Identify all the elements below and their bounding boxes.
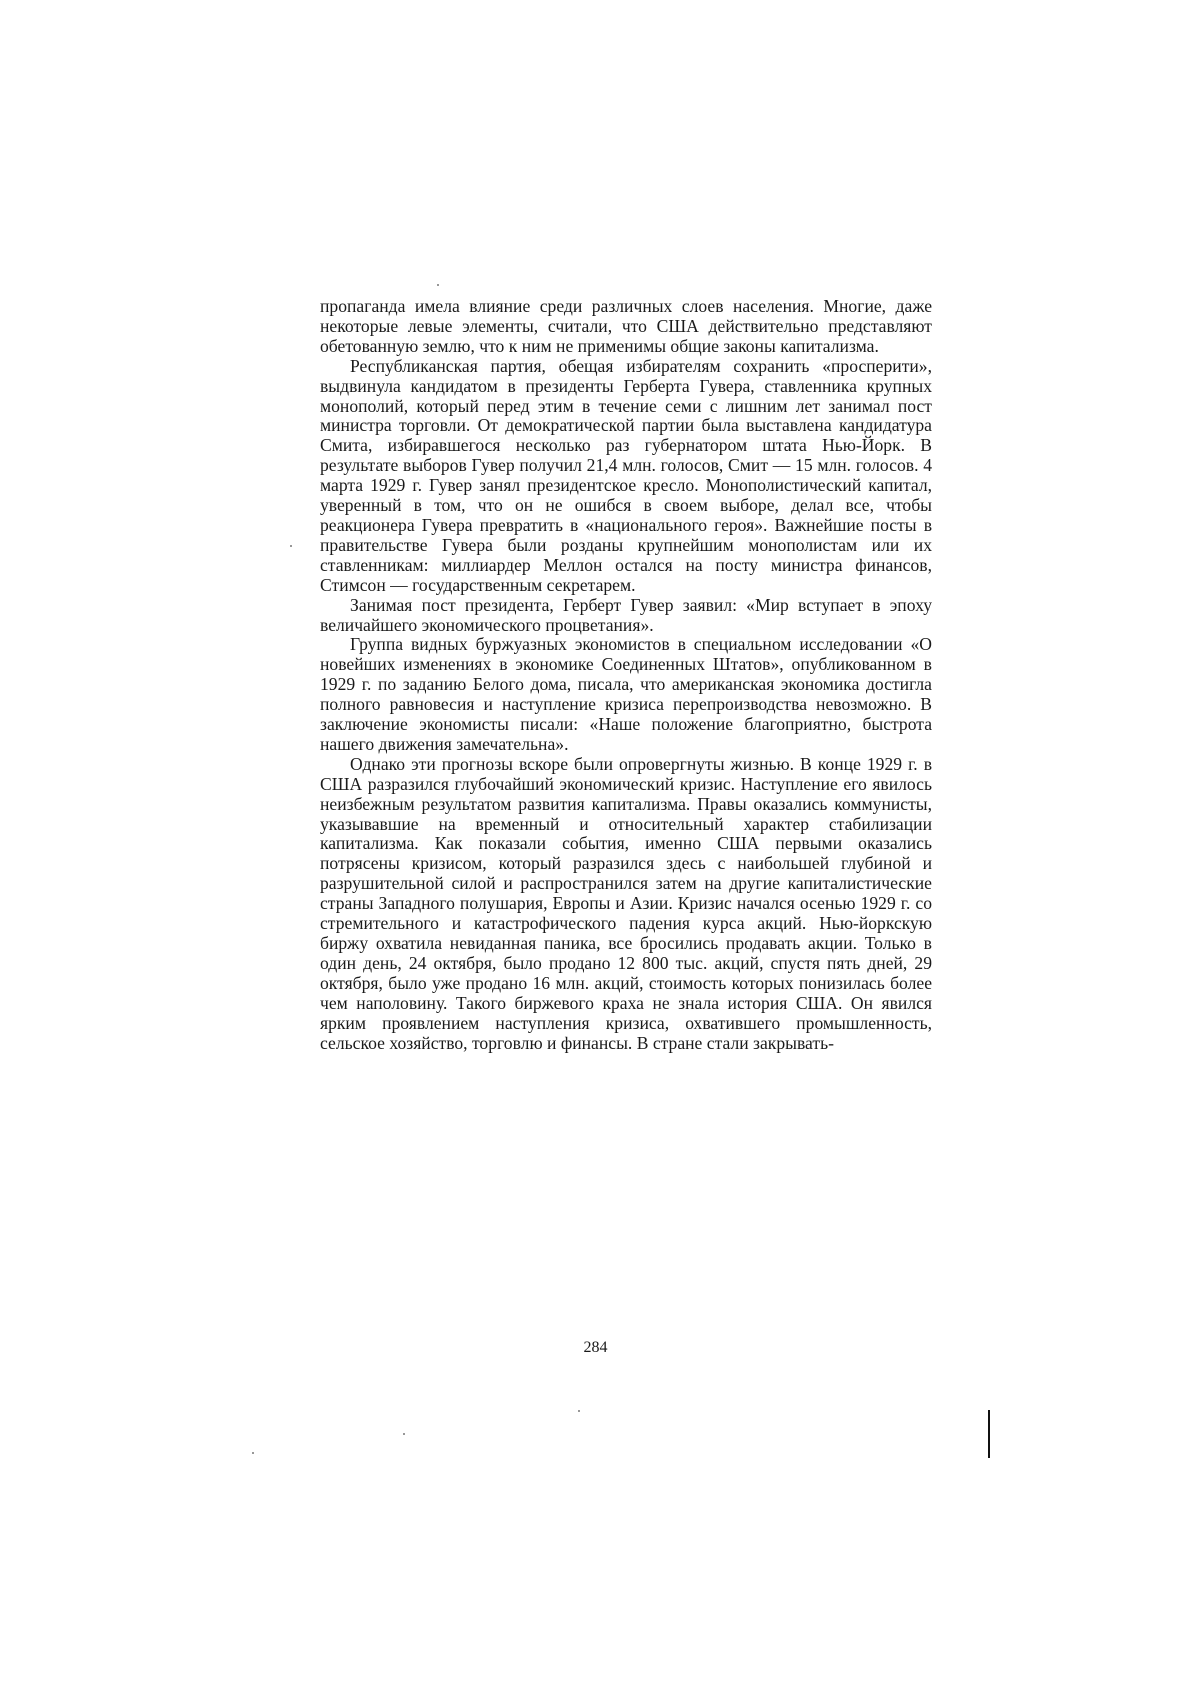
- paragraph: Однако эти прогнозы вскоре были опровергнуты жизнью. В конце 1929 г. в США разразился глубочайший экономический кризис. Наступление его явилось неизбежным результатом развития капитализма. Правы оказались коммунисты, указывавшие на временный и относительный характер стабилизации капитализма. Как показали события, именно США первыми оказались потрясены кризисом, который разразился здесь с наибольшей глубиной и разрушительной силой и распространился затем на другие капиталистические страны Западного полушария, Европы и Азии. Кризис начался осенью 1929 г. со стремительного и катастрофического падения курса акций. Нью-йоркскую биржу охватила невиданная паника, все бросились продавать акции. Только в один день, 24 октября, было продано 12 800 тыс. акций, спустя пять дней, 29 октября, было уже продано 16 млн. акций, стоимость которых понизилась более чем наполовину. Такого биржевого краха не знала история США. Он явился ярким проявлением наступления кризиса, охватившего промышленность, сельское хозяйство, торговлю и финансы. В стране стали закрывать-: [320, 753, 932, 1053]
- paragraph: Республиканская партия, обещая избирателям сохранить «просперити», выдвинула кандидатом в президенты Герберта Гувера, ставленника крупных монополий, который перед этим в течение семи с лишним лет занимал пост министра торговли. От демократической партии была выставлена кандидатура Смита, избиравшегося несколько раз губернатором штата Нью-Йорк. В результате выборов Гувер получил 21,4 млн. голосов, Смит — 15 млн. голосов. 4 марта 1929 г. Гувер занял президентское кресло. Монополистический капитал, уверенный в том, что он не ошибся в своем выборе, делал все, чтобы реакционера Гувера превратить в «национального героя». Важнейшие посты в правительстве Гувера были розданы крупнейшим монополистам или их ставленникам: миллиардер Меллон остался на посту министра финансов, Стимсон — государственным секретарем.: [320, 355, 932, 595]
- page-number: 284: [583, 1339, 608, 1356]
- scan-dust-dot: [403, 1433, 405, 1435]
- paragraph: Занимая пост президента, Герберт Гувер заявил: «Мир вступает в эпоху величайшего экономического процветания».: [320, 594, 932, 635]
- scan-edge-mark: [988, 1410, 990, 1458]
- paragraph: Группа видных буржуазных экономистов в специальном исследовании «О новейших изменениях в экономике Соединенных Штатов», опубликованном в 1929 г. по заданию Белого дома, писала, что американская экономика достигла полного равновесия и наступление кризиса перепроизводства невозможно. В заключение экономисты писали: «Наше положение благоприятно, быстрота нашего движения замечательна».: [320, 634, 932, 754]
- scan-dust-dot: [437, 284, 439, 286]
- scan-dust-dot: [290, 545, 292, 547]
- scan-dust-dot: [578, 1410, 580, 1412]
- paragraph: пропаганда имела влияние среди различных слоев населения. Многие, даже некоторые левые элементы, считали, что США действительно представляют обетованную землю, что к ним не применимы общие законы капитализма.: [320, 296, 932, 356]
- scan-dust-dot: [252, 1452, 254, 1454]
- body-text: [320, 297, 932, 1053]
